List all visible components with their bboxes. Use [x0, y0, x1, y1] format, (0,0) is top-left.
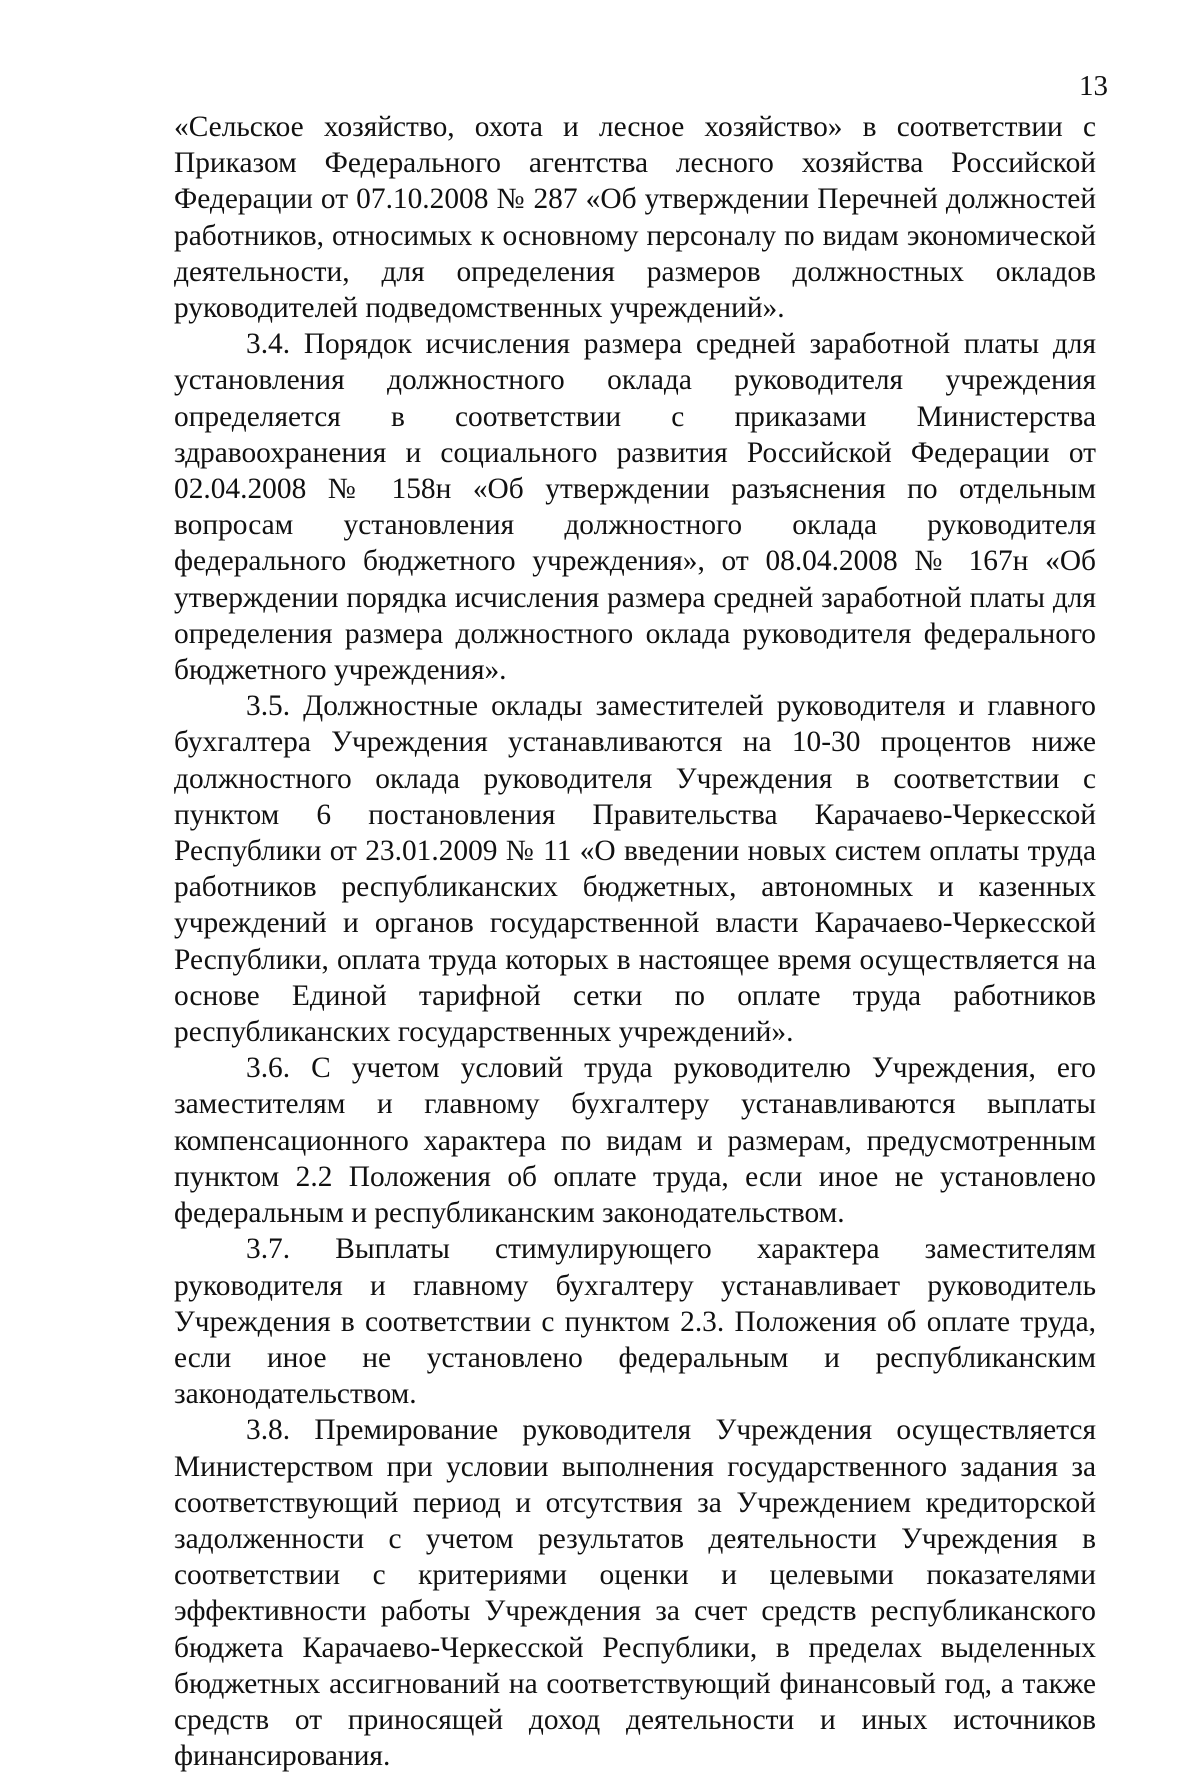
paragraph-3-5: 3.5. Должностные оклады заместителей руководителя и главного бухгалтера Учреждения устанавливаются на 10-30 процентов ниже должностного оклада руководителя Учреждения в соответствии с пунктом 6 постановления Правительства Карачаево-Черкесской Республики от 23.01.2009 № 11 «О введении новых систем оплаты труда работников республиканских бюджетных, автономных и казенных учреждений и органов государственной власти Карачаево-Черкесской Республики, оплата труда которых в настоящее время осуществляется на основе Единой тарифной сетки по оплате труда работников республиканских государственных учреждений». [174, 690, 1096, 1049]
paragraph-3-6: 3.6. С учетом условий труда руководителю Учреждения, его заместителям и главному бухгалтеру устанавливаются выплаты компенсационного характера по видам и размерам, предусмотренным пунктом 2.2 Положения об оплате труда, если иное не установлено федеральным и республиканским законодательством. [174, 1052, 1096, 1230]
paragraph-3-8: 3.8. Премирование руководителя Учреждения осуществляется Министерством при условии выполнения государственного задания за соответствующий период и отсутствия за Учреждением кредиторской задолженности с учетом результатов деятельности Учреждения в соответствии с критериями оценки и целевыми показателями эффективности работы Учреждения за счет средств республиканского бюджета Карачаево-Черкесской Республики, в пределах выделенных бюджетных ассигнований на соответствующий финансовый год, а также средств от приносящей доход деятельности и иных источников финансирования. [174, 1414, 1096, 1773]
paragraph-3-4: 3.4. Порядок исчисления размера средней заработной платы для установления должностного оклада руководителя учреждения определяется в соответствии с приказами Министерства здравоохранения и социального развития Российской Федерации от 02.04.2008 № 158н «Об утверждении разъяснения по отдельным вопросам установления должностного оклада руководителя федерального бюджетного учреждения», от 08.04.2008 № 167н «Об утверждении порядка исчисления размера средней заработной платы для определения размера должностного оклада руководителя федерального бюджетного учреждения». [174, 328, 1096, 687]
page-number: 13 [1079, 70, 1108, 102]
document-body [174, 109, 1096, 1774]
paragraph-3-7: 3.7. Выплаты стимулирующего характера заместителям руководителя и главному бухгалтеру устанавливает руководитель Учреждения в соответствии с пунктом 2.3. Положения об оплате труда, если иное не установлено федеральным и республиканским законодательством. [174, 1233, 1096, 1411]
paragraph-continuation: «Сельское хозяйство, охота и лесное хозяйство» в соответствии с Приказом Федерального агентства лесного хозяйства Российской Федерации от 07.10.2008 № 287 «Об утверждении Перечней должностей работников, относимых к основному персоналу по видам экономической деятельности, для определения размеров должностных окладов руководителей подведомственных учреждений». [174, 111, 1096, 325]
